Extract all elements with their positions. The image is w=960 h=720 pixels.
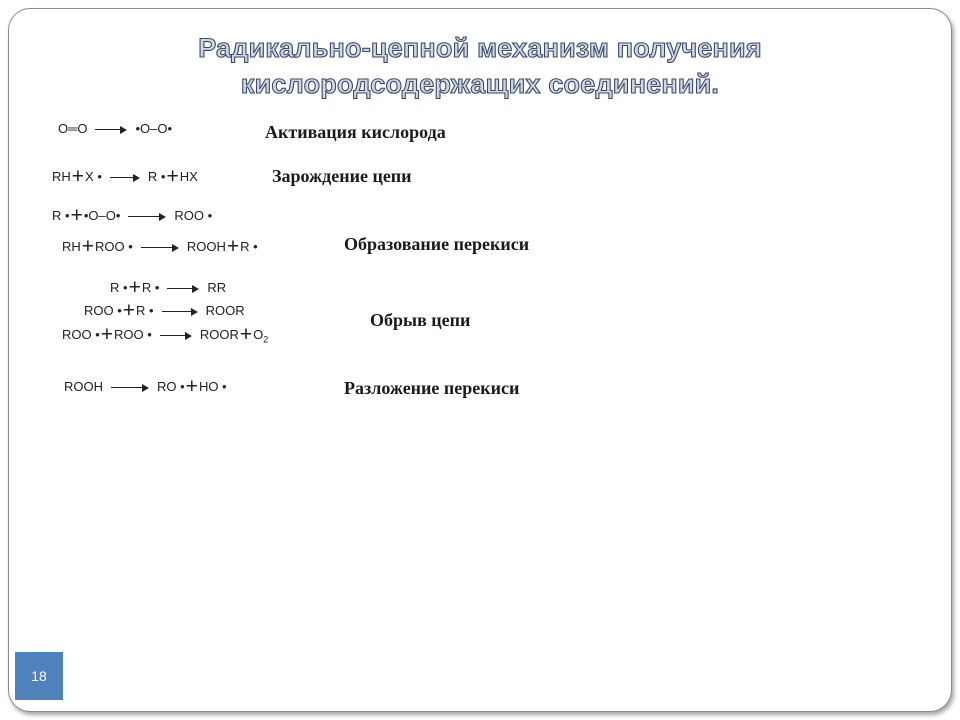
plus-icon: + [71,165,85,188]
eq-right-a: R • [147,169,166,184]
plus-icon: + [81,235,95,258]
title-line-1: Радикально-цепной механизм получения [198,33,762,63]
reaction-arrow-icon [111,383,149,393]
eq-left-b: R • [141,280,160,295]
eq-left-b: •O–O• [83,208,121,223]
plus-icon: + [226,235,240,258]
eq-left-b: ROO • [114,327,152,342]
eq-right-a: ROOH [186,239,226,254]
plus-icon: + [122,299,136,322]
equation-peroxide-decomposition [64,375,227,398]
eq-left-a: ROO • [62,327,100,342]
eq-left-b: ROO • [95,239,133,254]
eq-left-b: R • [136,303,154,318]
slide-number-badge [15,652,63,700]
eq-right-b: O [253,327,264,342]
eq-left-a: RH [62,239,81,254]
slide-frame [8,8,952,712]
eq-right-a: ROOR [199,327,239,342]
eq-right-b: HX [179,169,198,184]
equation-chain-initiation [52,165,198,188]
equation-peroxide-formation-1 [52,204,213,227]
eq-left-a: R • [110,280,128,295]
plus-icon: + [166,165,179,188]
reaction-arrow-icon [110,173,140,183]
eq-right: RR [207,280,227,295]
stage-label-peroxide-decomposition: Разложение перекиси [344,378,520,398]
eq-left-a: R • [52,208,70,223]
eq-right-b: R • [240,239,258,254]
eq-left: O═O [58,121,88,136]
eq-left: ROOH [64,379,103,394]
reaction-arrow-icon [160,331,192,341]
plus-icon: + [239,323,253,346]
reaction-arrow-icon [95,125,127,135]
plus-icon: + [128,276,141,299]
plus-icon: + [185,375,198,398]
equation-oxygen-activation [58,121,172,137]
eq-right-b: HO • [198,379,227,394]
plus-icon: + [70,204,83,227]
equation-chain-termination-1 [110,276,227,299]
equation-chain-termination-3 [62,323,269,348]
eq-right-sub: 2 [263,334,269,345]
reaction-arrow-icon [128,212,166,222]
eq-right: •O–O• [135,121,172,136]
eq-right-a: RO • [157,379,185,394]
plus-icon: + [100,323,114,346]
title-line-2: кислородсодержащих соединений. [240,69,720,99]
eq-left-a: RH [52,169,71,184]
reaction-arrow-icon [162,307,198,317]
reaction-arrow-icon [167,284,199,294]
eq-right: ROOR [205,303,245,318]
equation-peroxide-formation-2 [62,235,258,258]
eq-left-b: X • [85,169,102,184]
stage-label-chain-termination: Обрыв цепи [370,310,471,330]
reaction-arrow-icon [141,243,179,253]
stage-label-chain-initiation: Зарождение цепи [272,166,412,186]
stage-label-peroxide-formation: Образование перекиси [344,234,530,254]
eq-left-a: ROO • [84,303,122,318]
slide-title [100,30,860,102]
stage-label-oxygen-activation: Активация кислорода [265,122,446,142]
eq-right: ROO • [174,208,213,223]
slide-number: 18 [31,668,47,684]
equation-chain-termination-2 [84,299,245,322]
